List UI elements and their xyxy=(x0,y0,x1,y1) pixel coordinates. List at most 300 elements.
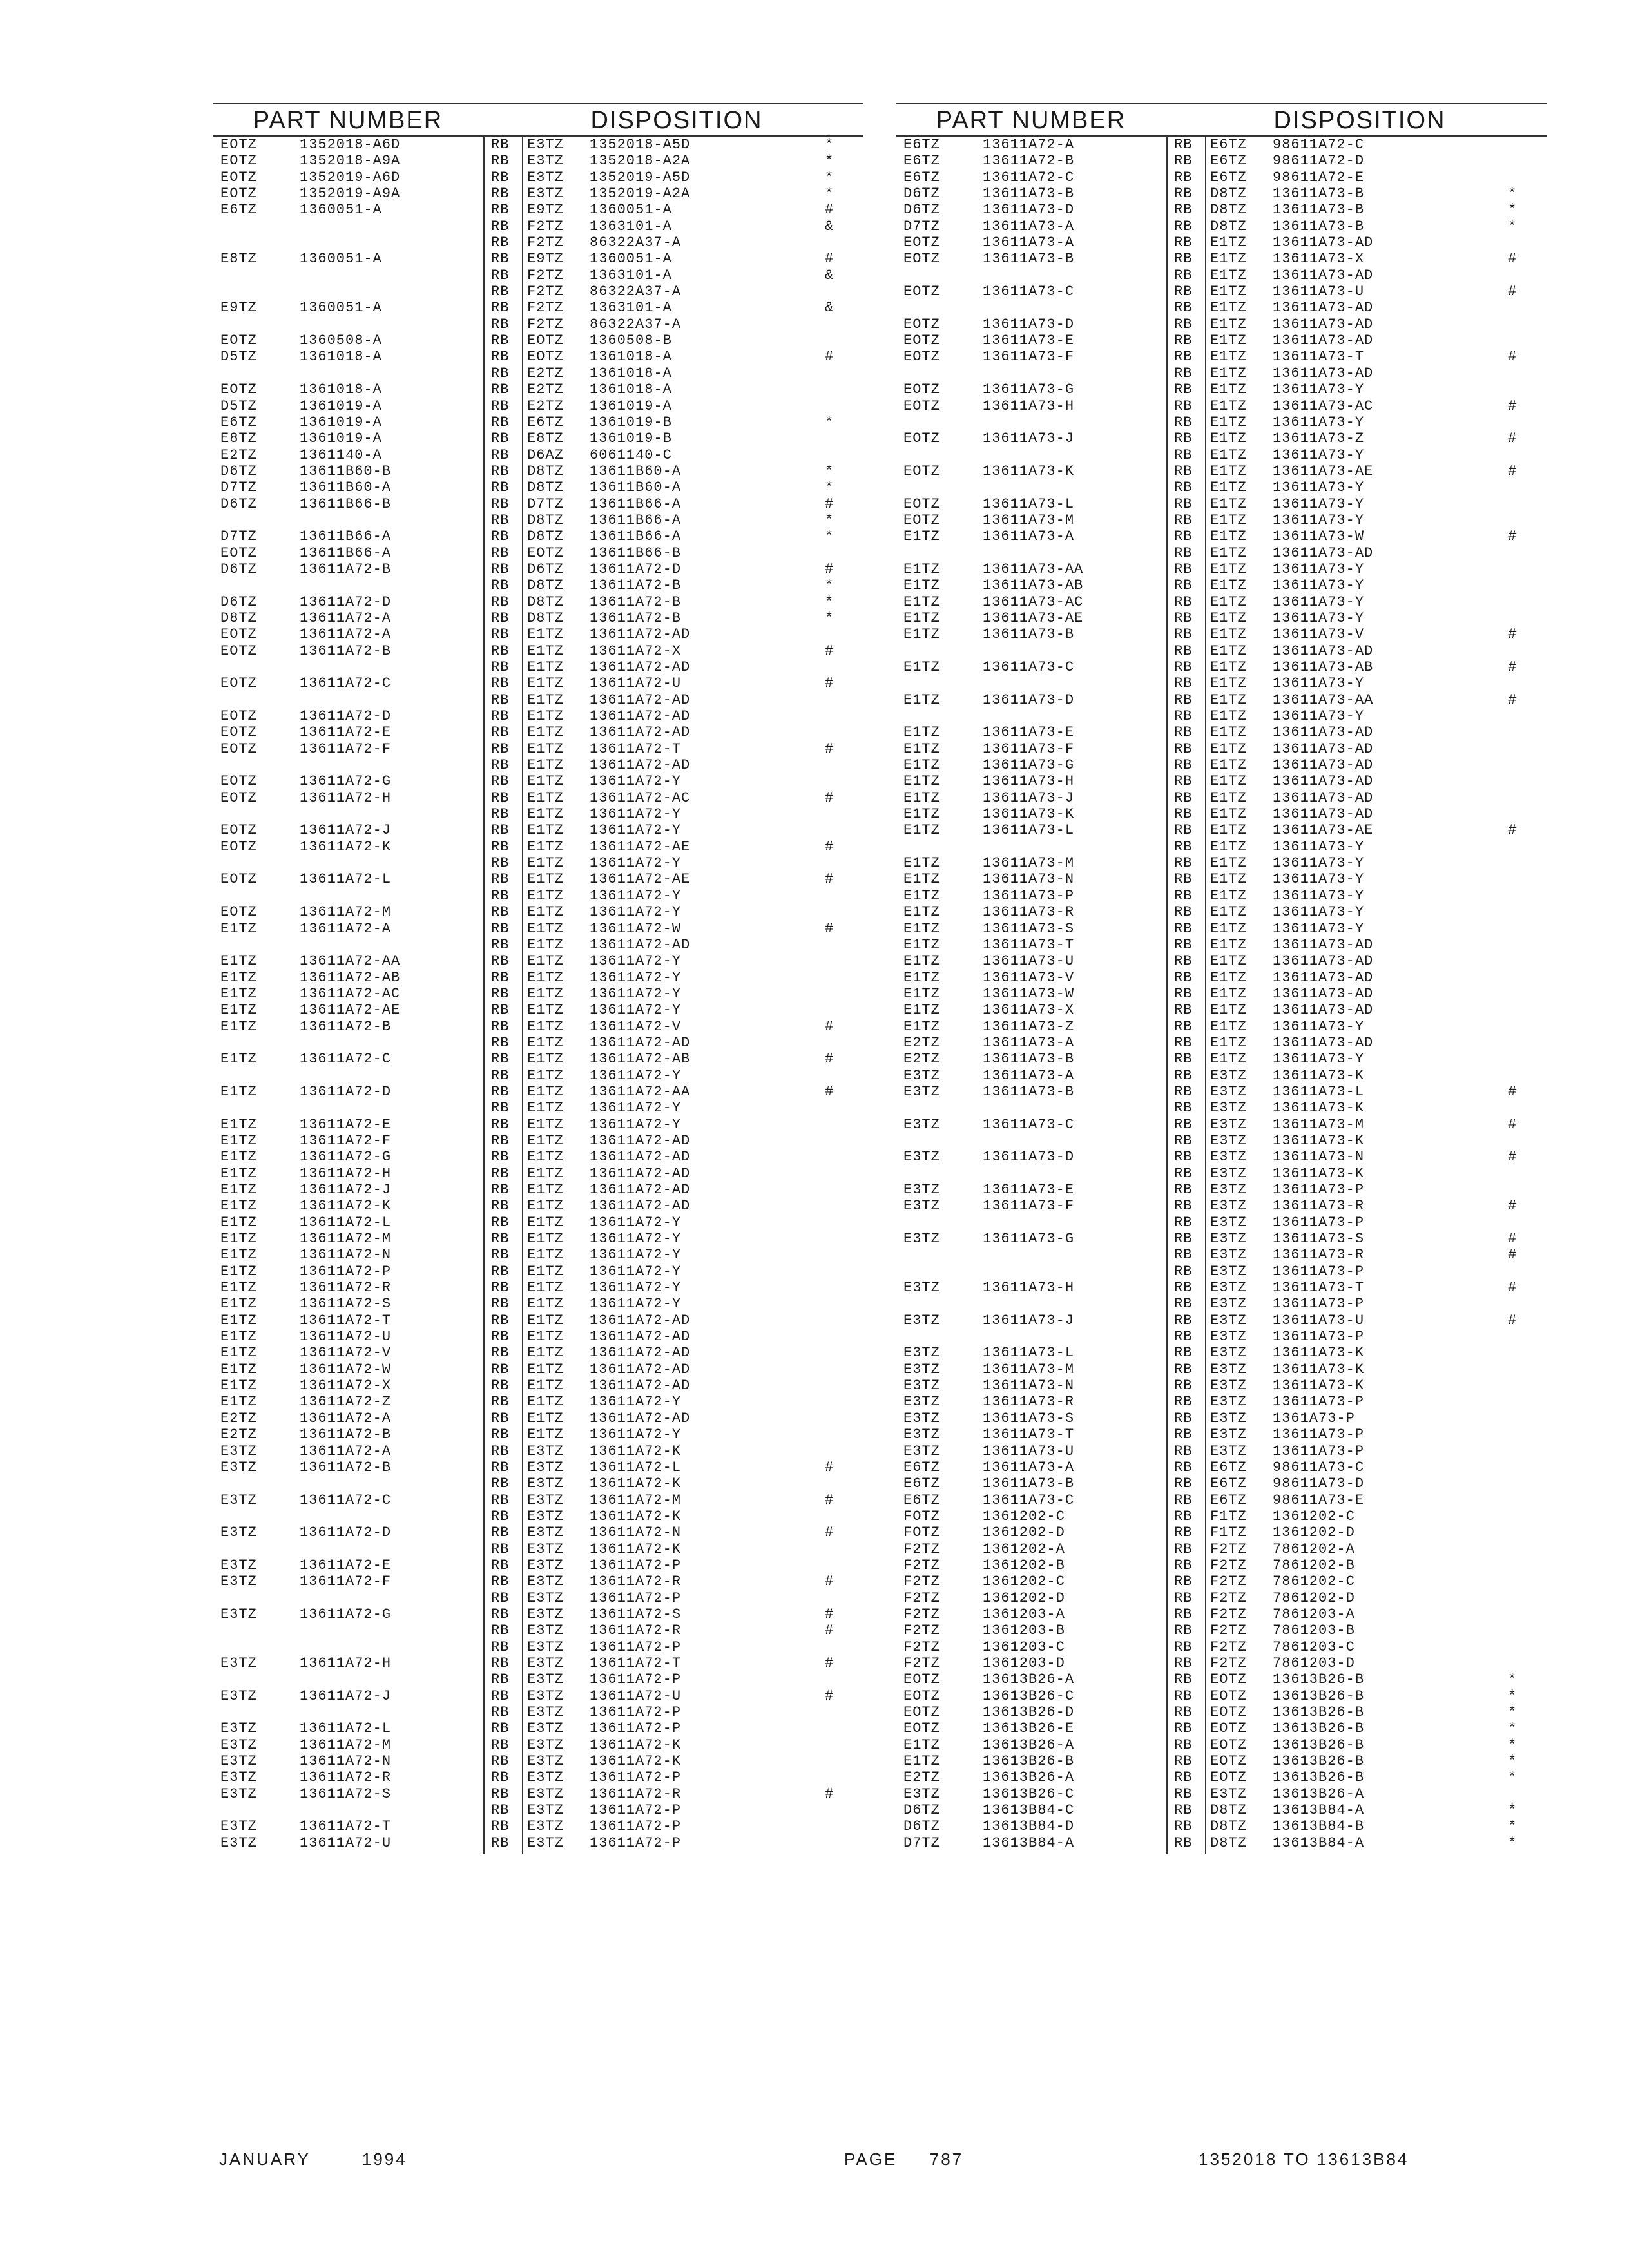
table-row xyxy=(896,1296,1547,1312)
part-number: 13611A72-H xyxy=(300,1165,392,1182)
table-row xyxy=(213,1247,863,1263)
part-number: 13611A72-R xyxy=(300,1769,392,1786)
disposition-prefix: E9TZ xyxy=(527,251,564,267)
disposition-number: 13611A73-P xyxy=(1273,1296,1365,1312)
change-mark: # xyxy=(825,349,834,365)
table-row xyxy=(213,790,863,806)
rb-code: RB xyxy=(491,871,510,888)
table-row xyxy=(213,398,863,414)
part-number: 13613B84-A xyxy=(983,1834,1075,1851)
disposition-number: 13611A73-AD xyxy=(1273,773,1374,790)
part-number: 13611A73-L xyxy=(983,495,1075,512)
disposition-prefix: E3TZ xyxy=(527,1720,564,1737)
disposition-prefix: E1TZ xyxy=(527,822,564,839)
disposition-number: 13611A73-Y xyxy=(1273,838,1365,855)
footer-month: JANUARY xyxy=(219,2149,311,2169)
disposition-prefix: E1TZ xyxy=(1210,659,1247,675)
table-row xyxy=(896,316,1547,332)
disposition-prefix: E1TZ xyxy=(527,920,564,937)
disposition-prefix: E1TZ xyxy=(1210,724,1247,741)
table-row xyxy=(213,545,863,561)
part-prefix: E1TZ xyxy=(220,1361,257,1378)
rb-code: RB xyxy=(491,365,510,381)
disposition-prefix: E3TZ xyxy=(1210,1182,1247,1198)
disposition-prefix: E1TZ xyxy=(1210,332,1247,349)
disposition-number: 13611A72-AD xyxy=(590,936,691,953)
part-number: 13611A72-AC xyxy=(300,985,401,1002)
part-number: 1360051-A xyxy=(300,251,382,267)
disposition-prefix: E3TZ xyxy=(527,186,564,202)
part-prefix: EOTZ xyxy=(220,724,257,741)
disposition-number: 13611A73-P xyxy=(1273,1443,1365,1459)
table-row xyxy=(213,1557,863,1573)
part-number: 13611A72-F xyxy=(300,1132,392,1149)
disposition-number: 13611A72-W xyxy=(590,920,682,937)
part-prefix: D6TZ xyxy=(903,1802,940,1819)
disposition-number: 13611A72-P xyxy=(590,1769,682,1786)
rb-code: RB xyxy=(1174,1100,1193,1117)
rb-code: RB xyxy=(491,1034,510,1051)
table-row xyxy=(213,675,863,691)
table-row xyxy=(213,528,863,544)
disposition-number: 13611A73-Y xyxy=(1273,610,1365,626)
part-number: 13611A73-B xyxy=(983,251,1075,267)
disposition-number: 13611A72-Y xyxy=(590,1247,682,1264)
disposition-prefix: E1TZ xyxy=(1210,267,1247,284)
table-row xyxy=(213,1459,863,1475)
disposition-number: 13611A72-Y xyxy=(590,969,682,986)
part-prefix: D6TZ xyxy=(220,463,257,479)
disposition-number: 13611A73-K xyxy=(1273,1361,1365,1378)
table-row xyxy=(896,218,1547,235)
part-prefix: E1TZ xyxy=(903,1018,940,1035)
part-number: 13611B66-A xyxy=(300,544,392,561)
part-prefix: E3TZ xyxy=(220,1524,257,1541)
disposition-prefix: E1TZ xyxy=(527,708,564,725)
part-prefix: E1TZ xyxy=(903,953,940,970)
table-row xyxy=(896,186,1547,202)
disposition-number: 13611A72-R xyxy=(590,1622,682,1639)
table-row xyxy=(896,937,1547,953)
part-number: 13611A72-D xyxy=(300,708,392,725)
disposition-number: 13611A73-B xyxy=(1273,202,1365,218)
disposition-prefix: E1TZ xyxy=(1210,1034,1247,1051)
rb-code: RB xyxy=(1174,740,1193,757)
disposition-prefix: E3TZ xyxy=(527,1818,564,1835)
disposition-number: 13611A72-AB xyxy=(590,1051,691,1068)
part-number: 13611A72-B xyxy=(300,1427,392,1443)
table-row xyxy=(213,1231,863,1247)
rb-code: RB xyxy=(491,1051,510,1068)
table-row xyxy=(896,773,1547,789)
disposition-number: 7861202-B xyxy=(1273,1557,1355,1573)
disposition-prefix: F2TZ xyxy=(1210,1639,1247,1655)
part-prefix: E1TZ xyxy=(220,920,257,937)
part-number-header: PART NUMBER xyxy=(253,107,443,134)
part-number: 13611A72-J xyxy=(300,822,392,839)
disposition-number: 13613B26-B xyxy=(1273,1704,1365,1720)
part-number: 13613B26-E xyxy=(983,1720,1075,1737)
table-row xyxy=(896,888,1547,904)
table-row xyxy=(213,186,863,202)
disposition-prefix: E1TZ xyxy=(1210,691,1247,708)
part-prefix: E1TZ xyxy=(220,1198,257,1215)
rb-code: RB xyxy=(491,1508,510,1524)
disposition-number: 13611A72-P xyxy=(590,1590,682,1606)
part-prefix: E3TZ xyxy=(220,1834,257,1851)
part-prefix: D7TZ xyxy=(220,479,257,496)
table-row xyxy=(896,1606,1547,1622)
rb-code: RB xyxy=(1174,936,1193,953)
part-prefix: D6TZ xyxy=(903,186,940,202)
part-number: 13611A72-M xyxy=(300,1231,392,1247)
part-prefix: E1TZ xyxy=(903,822,940,839)
table-row xyxy=(896,921,1547,937)
table-row xyxy=(213,1541,863,1557)
disposition-prefix: F2TZ xyxy=(1210,1622,1247,1639)
part-number: 1361202-C xyxy=(983,1573,1065,1590)
disposition-number: 1360051-A xyxy=(590,202,672,218)
part-number: 13611A73-F xyxy=(983,349,1075,365)
disposition-number: 13611A73-AD xyxy=(1273,544,1374,561)
table-row xyxy=(213,577,863,593)
disposition-prefix: E6TZ xyxy=(1210,153,1247,169)
disposition-prefix: E3TZ xyxy=(1210,1296,1247,1312)
rb-code: RB xyxy=(491,169,510,186)
disposition-number: 13611A73-Y xyxy=(1273,708,1365,725)
part-number: 13613B26-A xyxy=(983,1671,1075,1688)
table-row xyxy=(896,594,1547,610)
table-row xyxy=(896,545,1547,561)
disposition-prefix: E3TZ xyxy=(1210,1247,1247,1264)
part-prefix: E1TZ xyxy=(903,528,940,545)
part-number: 13611A73-D xyxy=(983,202,1075,218)
rb-code: RB xyxy=(1174,235,1193,251)
part-prefix: E3TZ xyxy=(220,1557,257,1573)
rb-code: RB xyxy=(491,332,510,349)
rb-code: RB xyxy=(491,642,510,659)
disposition-number: 13611A73-M xyxy=(1273,1116,1365,1133)
part-prefix: E1TZ xyxy=(220,1083,257,1100)
disposition-number: 13611A73-AD xyxy=(1273,642,1374,659)
disposition-number: 13611A72-P xyxy=(590,1818,682,1835)
part-number: 13611A72-C xyxy=(300,1051,392,1068)
rb-code: RB xyxy=(1174,1492,1193,1508)
table-row xyxy=(896,1427,1547,1443)
disposition-number: 98611A73-E xyxy=(1273,1492,1365,1508)
change-mark: # xyxy=(825,1622,834,1639)
table-row xyxy=(213,365,863,381)
table-row xyxy=(896,708,1547,724)
part-prefix: E3TZ xyxy=(220,1720,257,1737)
table-row xyxy=(213,1410,863,1427)
part-number: 13611A72-N xyxy=(300,1753,392,1770)
rb-code: RB xyxy=(1174,430,1193,447)
table-row xyxy=(213,986,863,1002)
disposition-number: 13611A73-AD xyxy=(1273,757,1374,774)
part-number: 13611A73-F xyxy=(983,1198,1075,1215)
table-row xyxy=(213,1639,863,1655)
disposition-number: 13611A73-Y xyxy=(1273,512,1365,528)
disposition-prefix: F2TZ xyxy=(527,316,564,332)
table-row xyxy=(213,1394,863,1410)
footer-page-number: 787 xyxy=(929,2149,964,2169)
table-row xyxy=(213,479,863,495)
table-row xyxy=(896,1247,1547,1263)
rb-code: RB xyxy=(1174,267,1193,284)
disposition-number: 86322A37-A xyxy=(590,235,682,251)
disposition-prefix: E3TZ xyxy=(527,1753,564,1770)
rb-code: RB xyxy=(491,1100,510,1117)
table-row xyxy=(213,512,863,528)
part-prefix: E1TZ xyxy=(903,740,940,757)
disposition-prefix: E3TZ xyxy=(1210,1231,1247,1247)
table-row xyxy=(213,1671,863,1687)
rb-code: RB xyxy=(1174,332,1193,349)
part-number: 1361019-A xyxy=(300,430,382,447)
part-number: 1361203-A xyxy=(983,1606,1065,1622)
disposition-prefix: E3TZ xyxy=(1210,1410,1247,1427)
disposition-number: 98611A73-D xyxy=(1273,1475,1365,1492)
rb-code: RB xyxy=(1174,1720,1193,1737)
rb-code: RB xyxy=(1174,1753,1193,1770)
rb-code: RB xyxy=(491,512,510,528)
disposition-prefix: E3TZ xyxy=(1210,1100,1247,1117)
change-mark: # xyxy=(825,1018,834,1035)
part-prefix: EOTZ xyxy=(220,740,257,757)
disposition-prefix: E1TZ xyxy=(527,1214,564,1231)
table-row xyxy=(213,1590,863,1606)
disposition-prefix: E1TZ xyxy=(527,1345,564,1361)
part-prefix: E1TZ xyxy=(903,969,940,986)
part-prefix: E3TZ xyxy=(220,1606,257,1622)
disposition-prefix: F2TZ xyxy=(1210,1655,1247,1671)
disposition-number: 13611A72-Y xyxy=(590,1280,682,1296)
rb-code: RB xyxy=(491,740,510,757)
disposition-number: 13611A73-X xyxy=(1273,251,1365,267)
part-prefix: E1TZ xyxy=(903,936,940,953)
part-prefix: E3TZ xyxy=(903,1067,940,1084)
disposition-prefix: E3TZ xyxy=(527,1492,564,1508)
part-number: 13613B26-C xyxy=(983,1687,1075,1704)
rb-code: RB xyxy=(1174,1067,1193,1084)
change-mark: # xyxy=(1508,251,1518,267)
disposition-number: 1361018-A xyxy=(590,381,672,398)
rb-code: RB xyxy=(1174,708,1193,725)
table-row xyxy=(213,1051,863,1067)
rb-code: RB xyxy=(1174,495,1193,512)
part-number: 13611B60-A xyxy=(300,479,392,496)
part-number: 13611A72-W xyxy=(300,1361,392,1378)
part-number: 13611A73-T xyxy=(983,1427,1075,1443)
rb-code: RB xyxy=(491,904,510,921)
table-row xyxy=(213,692,863,708)
disposition-number: 13611A73-R xyxy=(1273,1247,1365,1264)
table-row xyxy=(896,1720,1547,1736)
change-mark: # xyxy=(1508,463,1518,479)
part-prefix: E1TZ xyxy=(220,1182,257,1198)
part-prefix: E2TZ xyxy=(220,1427,257,1443)
change-mark: # xyxy=(1508,626,1518,643)
change-mark: # xyxy=(825,920,834,937)
disposition-number: 13611A73-U xyxy=(1273,284,1365,300)
disposition-number: 13611A72-B xyxy=(590,610,682,626)
disposition-number: 1363101-A xyxy=(590,300,672,316)
rb-code: RB xyxy=(491,495,510,512)
disposition-number: 13611A72-K xyxy=(590,1753,682,1770)
change-mark: * xyxy=(1508,1753,1518,1770)
change-mark: # xyxy=(1508,1083,1518,1100)
disposition-prefix: D8TZ xyxy=(1210,202,1247,218)
disposition-number: 13611A72-AD xyxy=(590,691,691,708)
disposition-prefix: E1TZ xyxy=(1210,528,1247,545)
disposition-prefix: E1TZ xyxy=(527,838,564,855)
part-number: 1360508-A xyxy=(300,332,382,349)
disposition-prefix: E1TZ xyxy=(527,1018,564,1035)
disposition-number: 13611A72-Y xyxy=(590,855,682,872)
table-row xyxy=(896,1231,1547,1247)
rb-code: RB xyxy=(1174,316,1193,332)
disposition-number: 13611B66-A xyxy=(590,495,682,512)
disposition-prefix: E6TZ xyxy=(1210,169,1247,186)
disposition-prefix: E6TZ xyxy=(1210,137,1247,153)
rb-code: RB xyxy=(491,349,510,365)
disposition-prefix: E1TZ xyxy=(1210,757,1247,774)
part-prefix: D7TZ xyxy=(903,218,940,235)
rb-code: RB xyxy=(491,1541,510,1557)
rb-code: RB xyxy=(491,202,510,218)
rb-code: RB xyxy=(1174,1182,1193,1198)
part-prefix: E8TZ xyxy=(220,251,257,267)
disposition-number: 13611A73-AD xyxy=(1273,969,1374,986)
disposition-prefix: E3TZ xyxy=(527,1704,564,1720)
disposition-number: 13611A72-AA xyxy=(590,1083,691,1100)
disposition-prefix: D8TZ xyxy=(527,463,564,479)
part-number: 13611A72-E xyxy=(300,1116,392,1133)
disposition-number: 13613B84-B xyxy=(1273,1818,1365,1835)
part-prefix: EOTZ xyxy=(220,822,257,839)
disposition-prefix: E1TZ xyxy=(1210,544,1247,561)
disposition-prefix: E1TZ xyxy=(527,1083,564,1100)
rb-code: RB xyxy=(1174,806,1193,823)
table-row xyxy=(213,463,863,479)
table-row xyxy=(896,169,1547,186)
table-row xyxy=(896,561,1547,577)
footer-year: 1994 xyxy=(361,2149,407,2169)
disposition-number: 13611A73-Y xyxy=(1273,414,1365,430)
change-mark: # xyxy=(825,202,834,218)
rb-code: RB xyxy=(491,430,510,447)
change-mark: # xyxy=(825,675,834,692)
change-mark: * xyxy=(825,593,834,610)
disposition-prefix: E1TZ xyxy=(1210,577,1247,594)
part-prefix: E3TZ xyxy=(903,1149,940,1166)
part-prefix: E1TZ xyxy=(903,1002,940,1019)
disposition-prefix: E1TZ xyxy=(527,789,564,806)
rb-code: RB xyxy=(1174,561,1193,577)
disposition-number: 13611A73-AE xyxy=(1273,463,1374,479)
disposition-prefix: E1TZ xyxy=(527,1361,564,1378)
disposition-number: 13613B84-A xyxy=(1273,1834,1365,1851)
disposition-prefix: E3TZ xyxy=(527,1769,564,1786)
disposition-prefix: E3TZ xyxy=(1210,1345,1247,1361)
table-row xyxy=(896,1655,1547,1671)
disposition-prefix: E6TZ xyxy=(1210,1492,1247,1508)
part-prefix: E3TZ xyxy=(903,1231,940,1247)
disposition-prefix: E1TZ xyxy=(1210,871,1247,888)
part-prefix: EOTZ xyxy=(220,153,257,169)
disposition-number: 13611A72-S xyxy=(590,1606,682,1622)
table-row xyxy=(896,430,1547,447)
part-prefix: E1TZ xyxy=(220,1149,257,1166)
part-prefix: D6TZ xyxy=(220,593,257,610)
rb-code: RB xyxy=(1174,1034,1193,1051)
table-row xyxy=(896,741,1547,757)
disposition-prefix: E3TZ xyxy=(527,1524,564,1541)
disposition-prefix: E3TZ xyxy=(527,1802,564,1819)
table-row xyxy=(896,1769,1547,1785)
table-row xyxy=(213,1769,863,1785)
rb-code: RB xyxy=(491,920,510,937)
part-prefix: E1TZ xyxy=(903,985,940,1002)
table-row xyxy=(896,577,1547,593)
part-number: 1361140-A xyxy=(300,447,382,463)
part-number: 13611A73-K xyxy=(983,463,1075,479)
rb-code: RB xyxy=(491,1214,510,1231)
disposition-prefix: D8TZ xyxy=(527,610,564,626)
disposition-prefix: E1TZ xyxy=(1210,479,1247,496)
rb-code: RB xyxy=(1174,1785,1193,1802)
disposition-prefix: E1TZ xyxy=(527,1149,564,1166)
part-number: 13611B66-A xyxy=(300,528,392,545)
disposition-prefix: D8TZ xyxy=(1210,186,1247,202)
part-number: 13611A73-J xyxy=(983,789,1075,806)
disposition-prefix: F2TZ xyxy=(527,235,564,251)
table-row xyxy=(213,643,863,659)
rb-code: RB xyxy=(1174,169,1193,186)
table-row xyxy=(896,1688,1547,1704)
disposition-prefix: E3TZ xyxy=(1210,1280,1247,1296)
table-row xyxy=(213,235,863,251)
rb-code: RB xyxy=(491,1067,510,1084)
table-row xyxy=(213,1753,863,1769)
rb-code: RB xyxy=(491,1753,510,1770)
disposition-number: 13611B60-A xyxy=(590,479,682,496)
disposition-number: 13611A72-K xyxy=(590,1736,682,1753)
disposition-number: 13611A72-AD xyxy=(590,1034,691,1051)
part-prefix: E2TZ xyxy=(220,447,257,463)
disposition-prefix: E9TZ xyxy=(527,202,564,218)
disposition-prefix: E3TZ xyxy=(1210,1165,1247,1182)
rb-code: RB xyxy=(1174,447,1193,463)
part-prefix: E6TZ xyxy=(903,1459,940,1475)
table-row xyxy=(213,1002,863,1018)
rb-code: RB xyxy=(1174,1247,1193,1264)
disposition-prefix: E1TZ xyxy=(1210,447,1247,463)
part-number: 13611A73-M xyxy=(983,1361,1075,1378)
table-row xyxy=(896,1378,1547,1394)
part-number: 13611A73-A xyxy=(983,218,1075,235)
table-row xyxy=(896,1818,1547,1834)
rb-code: RB xyxy=(1174,675,1193,692)
disposition-prefix: D8TZ xyxy=(1210,1834,1247,1851)
disposition-number: 13611A72-AC xyxy=(590,789,691,806)
disposition-number: 13611A73-K xyxy=(1273,1067,1365,1084)
disposition-number: 13611A72-Y xyxy=(590,1427,682,1443)
table-row xyxy=(896,1835,1547,1851)
table-row xyxy=(213,430,863,447)
table-row xyxy=(213,1737,863,1753)
